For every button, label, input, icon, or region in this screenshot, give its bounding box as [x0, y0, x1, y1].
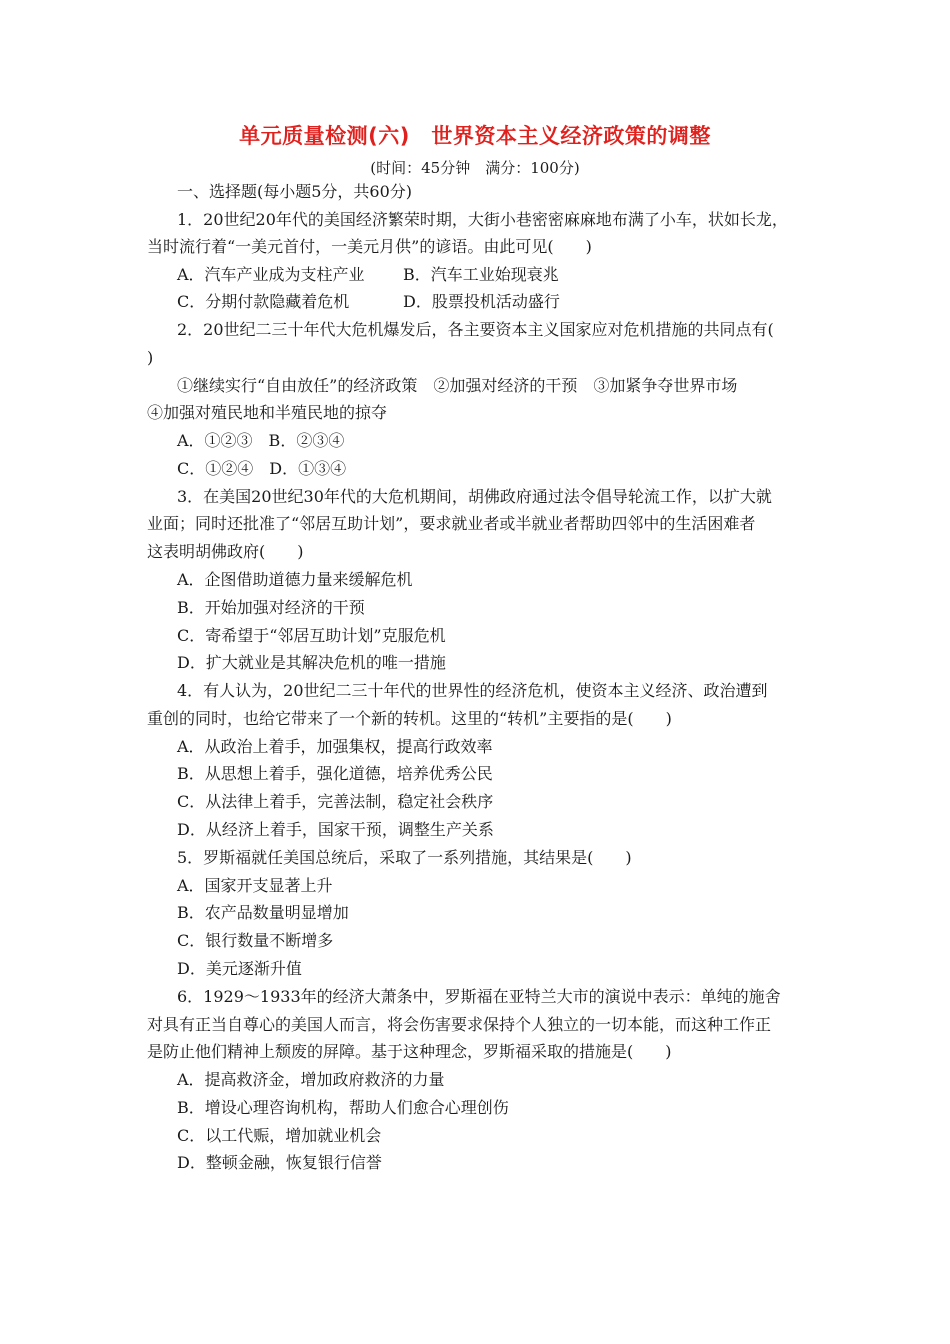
question-4-option-c: C．从法律上着手，完善法制，稳定社会秩序 — [177, 792, 494, 811]
question-2-stem-line-1: 2．20世纪二三十年代大危机爆发后，各主要资本主义国家应对危机措施的共同点有( — [177, 320, 774, 339]
page-title: 单元质量检测(六) 世界资本主义经济政策的调整 — [239, 124, 711, 148]
question-2-item-line-2: ④加强对殖民地和半殖民地的掠夺 — [147, 403, 388, 422]
question-4-stem-line-1: 4．有人认为，20世纪二三十年代的世界性的经济危机，使资本主义经济、政治遭到 — [177, 681, 768, 700]
question-2-options-cd: C．①②④ D．①③④ — [177, 459, 347, 478]
question-4-option-b: B．从思想上着手，强化道德，培养优秀公民 — [177, 764, 493, 783]
question-5-option-a: A．国家开支显著上升 — [177, 876, 333, 895]
exam-info: (时间：45分钟 满分：100分) — [370, 159, 580, 177]
question-4-option-a: A．从政治上着手，加强集权，提高行政效率 — [177, 737, 493, 756]
question-6-option-b: B．增设心理咨询机构，帮助人们愈合心理创伤 — [177, 1098, 509, 1117]
question-1-stem-line-1: 1．20世纪20年代的美国经济繁荣时期，大街小巷密密麻麻地布满了小车，状如长龙， — [177, 210, 788, 229]
question-2-stem-line-2: ) — [147, 348, 154, 367]
question-5-option-d: D．美元逐渐升值 — [177, 959, 302, 978]
question-3-stem-line-1: 3．在美国20世纪30年代的大危机期间，胡佛政府通过法令倡导轮流工作，以扩大就 — [177, 487, 772, 506]
question-5-option-b: B．农产品数量明显增加 — [177, 903, 349, 922]
question-6-stem-line-3: 是防止他们精神上颓废的屏障。基于这种理念，罗斯福采取的措施是( ) — [147, 1042, 672, 1061]
question-6-stem-line-1: 6．1929～1933年的经济大萧条中，罗斯福在亚特兰大市的演说中表示：单纯的施舍 — [177, 987, 781, 1006]
question-3-option-b: B．开始加强对经济的干预 — [177, 598, 365, 617]
question-3-option-c: C．寄希望于“邻居互助计划”克服危机 — [177, 626, 446, 645]
question-6-option-d: D．整顿金融，恢复银行信誉 — [177, 1153, 382, 1172]
question-1-option-c: C．分期付款隐藏着危机 — [177, 292, 350, 311]
question-2-options-ab: A．①②③ B．②③④ — [177, 431, 345, 450]
question-1-option-d: D．股票投机活动盛行 — [403, 292, 560, 311]
question-1-stem-line-2: 当时流行着“一美元首付，一美元月供”的谚语。由此可见( ) — [147, 237, 592, 256]
question-5-option-c: C．银行数量不断增多 — [177, 931, 334, 950]
question-1-option-a: A．汽车产业成为支柱产业 — [177, 265, 365, 284]
question-1-option-b: B．汽车工业始现衰兆 — [403, 265, 559, 284]
question-3-stem-line-3: 这表明胡佛政府( ) — [147, 542, 304, 561]
question-5-stem-line-1: 5．罗斯福就任美国总统后，采取了一系列措施，其结果是( ) — [177, 848, 632, 867]
section-heading: 一、选择题(每小题5分，共60分) — [177, 182, 413, 201]
question-4-stem-line-2: 重创的同时，也给它带来了一个新的转机。这里的“转机”主要指的是( ) — [147, 709, 672, 728]
question-6-stem-line-2: 对具有正当自尊心的美国人而言，将会伤害要求保持个人独立的一切本能，而这种工作正 — [147, 1015, 772, 1034]
question-2-item-line-1: ①继续实行“自由放任”的经济政策 ②加强对经济的干预 ③加紧争夺世界市场 — [177, 376, 738, 395]
question-3-stem-line-2: 业面；同时还批准了“邻居互助计划”，要求就业者或半就业者帮助四邻中的生活困难者 — [147, 514, 756, 533]
question-3-option-a: A．企图借助道德力量来缓解危机 — [177, 570, 413, 589]
question-6-option-a: A．提高救济金，增加政府救济的力量 — [177, 1070, 445, 1089]
question-6-option-c: C．以工代赈，增加就业机会 — [177, 1126, 382, 1145]
question-4-option-d: D．从经济上着手，国家干预，调整生产关系 — [177, 820, 494, 839]
question-3-option-d: D．扩大就业是其解决危机的唯一措施 — [177, 653, 446, 672]
